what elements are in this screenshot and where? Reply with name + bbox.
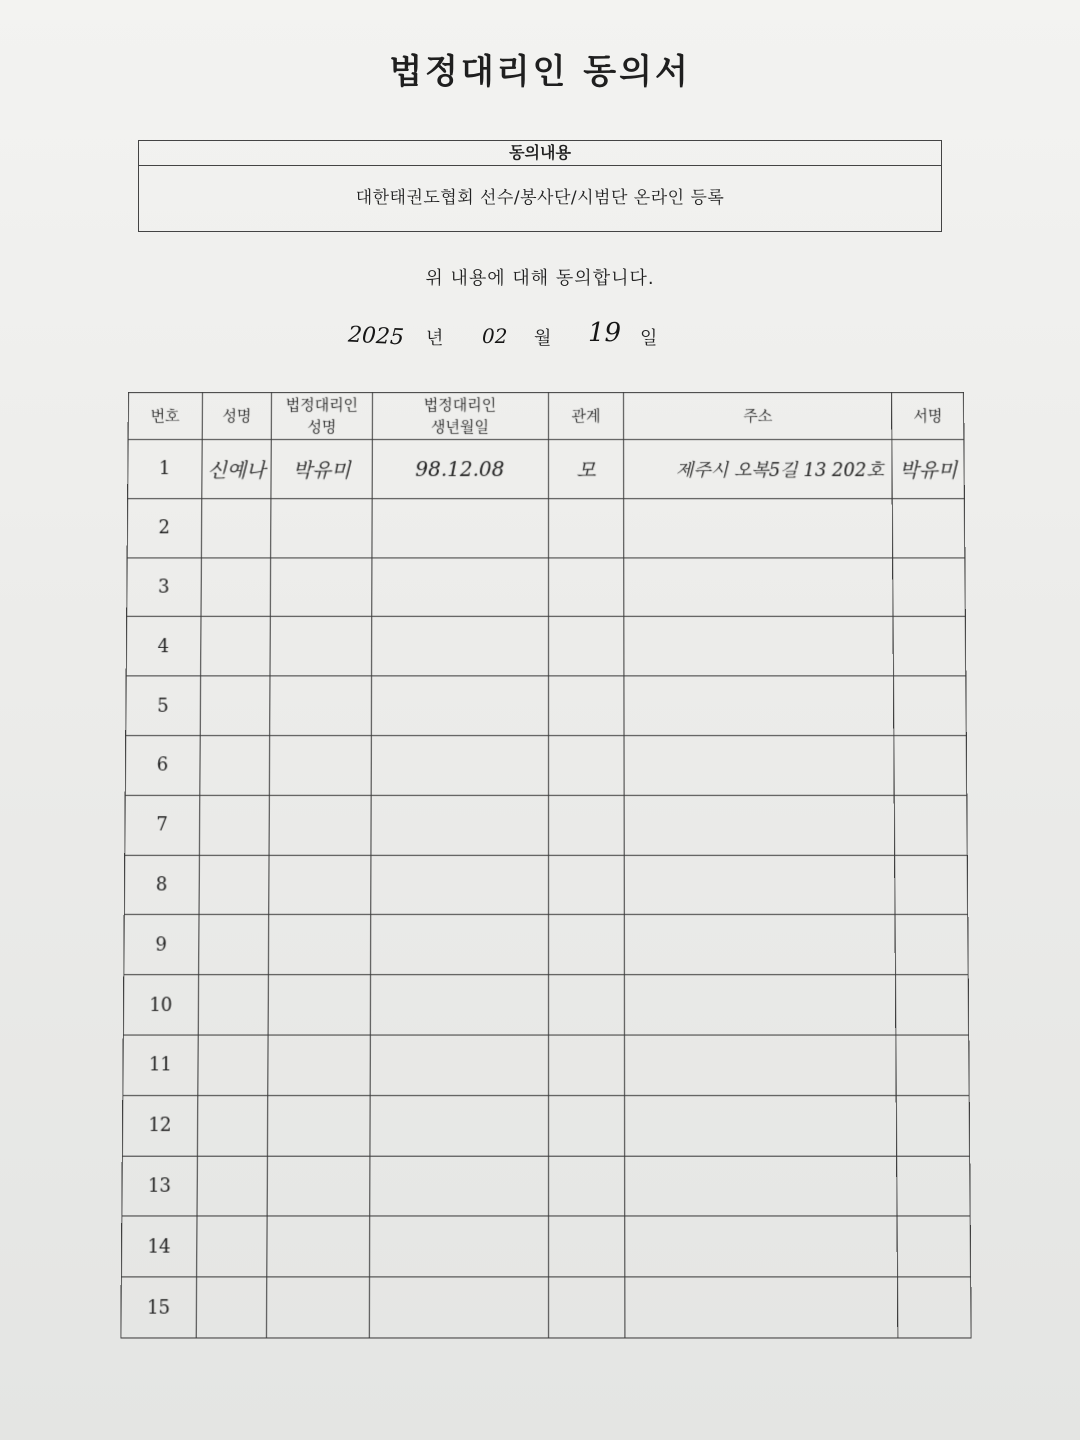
row-number: 15 bbox=[121, 1277, 196, 1338]
row-guardian-name bbox=[267, 1156, 369, 1217]
row-guardian-name bbox=[269, 855, 371, 915]
row-guardian-birth bbox=[369, 1095, 548, 1155]
row-number: 13 bbox=[122, 1156, 197, 1217]
row-guardian-birth bbox=[371, 558, 548, 617]
consent-table bbox=[120, 392, 971, 1339]
row-address bbox=[624, 676, 894, 735]
row-guardian-birth bbox=[370, 915, 548, 975]
row-name bbox=[201, 498, 271, 557]
row-relation bbox=[548, 676, 624, 735]
table-row bbox=[127, 498, 965, 557]
row-number: 9 bbox=[124, 915, 199, 975]
row-name bbox=[199, 795, 270, 855]
date-month: 02 bbox=[482, 324, 508, 348]
row-number: 7 bbox=[125, 795, 200, 855]
row-guardian-name: 박유미 bbox=[271, 440, 372, 499]
row-number: 14 bbox=[121, 1216, 196, 1277]
row-guardian-name bbox=[270, 736, 371, 796]
row-address bbox=[625, 1277, 898, 1338]
header-no: 번호 bbox=[128, 392, 202, 439]
row-guardian-name bbox=[267, 1216, 369, 1277]
row-guardian-birth bbox=[369, 1156, 548, 1217]
table-row bbox=[126, 676, 967, 735]
row-guardian-name bbox=[269, 795, 370, 855]
row-guardian-name bbox=[269, 915, 371, 975]
row-address bbox=[625, 1035, 897, 1095]
row-guardian-birth bbox=[370, 795, 548, 855]
row-guardian-birth bbox=[370, 1035, 548, 1095]
row-signature bbox=[897, 1216, 970, 1277]
row-relation bbox=[548, 617, 624, 676]
row-signature bbox=[893, 617, 965, 676]
row-guardian-birth bbox=[370, 975, 548, 1035]
row-guardian-birth bbox=[369, 1216, 548, 1277]
row-name bbox=[200, 676, 270, 735]
table-row bbox=[121, 1216, 970, 1277]
row-relation bbox=[548, 915, 625, 975]
row-name bbox=[197, 1156, 268, 1217]
row-name bbox=[197, 1035, 268, 1095]
row-address bbox=[625, 915, 896, 975]
table-row bbox=[121, 1277, 971, 1338]
row-number: 10 bbox=[123, 975, 198, 1035]
date-month-label: 월 bbox=[534, 328, 552, 349]
row-address bbox=[625, 1156, 897, 1217]
header-name: 성명 bbox=[202, 392, 272, 439]
row-address bbox=[624, 617, 894, 676]
header-signature: 서명 bbox=[892, 392, 964, 439]
row-number: 6 bbox=[125, 736, 200, 796]
row-signature bbox=[896, 1035, 969, 1095]
header-guardian-name bbox=[271, 392, 372, 439]
date-year-label: 년 bbox=[426, 328, 444, 349]
row-signature bbox=[894, 676, 967, 735]
row-signature bbox=[893, 558, 965, 617]
document-title: 법정대리인 동의서 bbox=[389, 52, 691, 92]
row-name bbox=[199, 736, 269, 796]
table-row bbox=[123, 975, 968, 1035]
row-guardian-name bbox=[271, 558, 372, 617]
row-guardian-birth bbox=[371, 498, 548, 557]
row-signature bbox=[895, 795, 968, 855]
row-guardian-birth bbox=[371, 736, 548, 796]
row-guardian-birth bbox=[371, 676, 548, 735]
header-guardian-birth bbox=[372, 392, 548, 439]
row-signature bbox=[896, 975, 969, 1035]
row-relation bbox=[548, 498, 624, 557]
row-name bbox=[198, 915, 269, 975]
date-day: 19 bbox=[588, 318, 622, 348]
date-day-label: 일 bbox=[640, 328, 658, 349]
table-row bbox=[123, 1035, 969, 1095]
table-row bbox=[122, 1095, 969, 1155]
row-name bbox=[199, 855, 270, 915]
consent-text: 대한태권도협회 선수/봉사단/시범단 온라인 등록 bbox=[355, 188, 725, 208]
table-row bbox=[124, 915, 968, 975]
row-address bbox=[625, 1095, 897, 1155]
table-row bbox=[126, 617, 966, 676]
row-relation: 모 bbox=[548, 440, 624, 499]
row-guardian-name bbox=[268, 1035, 370, 1095]
row-guardian-name bbox=[267, 1277, 369, 1338]
row-name bbox=[198, 975, 269, 1035]
table-row bbox=[127, 558, 966, 617]
row-signature bbox=[895, 855, 968, 915]
row-signature bbox=[894, 736, 967, 796]
row-address bbox=[624, 498, 893, 557]
row-relation bbox=[548, 795, 624, 855]
row-name bbox=[200, 617, 270, 676]
table-row bbox=[128, 440, 965, 499]
date-year: 2025 bbox=[347, 322, 405, 351]
row-address bbox=[625, 1216, 898, 1277]
table-header-row bbox=[128, 392, 964, 439]
row-number: 8 bbox=[124, 855, 199, 915]
row-signature bbox=[895, 915, 968, 975]
consent-box bbox=[138, 140, 942, 232]
row-signature: 박유미 bbox=[892, 440, 964, 499]
row-relation bbox=[548, 1277, 625, 1338]
row-guardian-birth: 98.12.08 bbox=[372, 440, 548, 499]
header-relation: 관계 bbox=[548, 392, 624, 439]
row-guardian-name bbox=[268, 1095, 370, 1155]
header-guardian-name-line2: 성명 bbox=[307, 417, 337, 437]
row-number: 5 bbox=[126, 676, 201, 735]
row-guardian-name bbox=[270, 676, 371, 735]
row-name bbox=[196, 1277, 267, 1338]
row-guardian-name bbox=[268, 975, 370, 1035]
row-relation bbox=[548, 855, 624, 915]
row-address bbox=[624, 736, 894, 796]
row-relation bbox=[548, 975, 625, 1035]
row-number: 2 bbox=[127, 498, 201, 557]
row-address: 제주시 오복5길 13 202호 bbox=[624, 440, 893, 499]
consent-header: 동의내용 bbox=[139, 141, 941, 166]
row-address bbox=[625, 975, 897, 1035]
row-number: 11 bbox=[123, 1035, 198, 1095]
row-name bbox=[197, 1095, 268, 1155]
table-row bbox=[122, 1156, 970, 1217]
agree-statement: 위 내용에 대해 동의합니다. bbox=[425, 268, 655, 289]
row-relation bbox=[548, 1095, 625, 1155]
row-guardian-name bbox=[270, 617, 371, 676]
row-relation bbox=[548, 1035, 625, 1095]
row-relation bbox=[548, 1216, 625, 1277]
table-row bbox=[125, 736, 967, 796]
row-name: 신예나 bbox=[201, 440, 271, 499]
row-guardian-birth bbox=[370, 855, 548, 915]
row-signature bbox=[893, 498, 965, 557]
table-row bbox=[124, 855, 967, 915]
row-signature bbox=[897, 1156, 970, 1217]
row-guardian-name bbox=[271, 498, 372, 557]
row-number: 12 bbox=[122, 1095, 197, 1155]
row-number: 1 bbox=[128, 440, 202, 499]
row-address bbox=[624, 855, 895, 915]
row-number: 4 bbox=[126, 617, 200, 676]
date-line bbox=[340, 316, 740, 366]
header-guardian-birth-line1: 법정대리인 bbox=[423, 395, 497, 414]
row-name bbox=[196, 1216, 267, 1277]
row-guardian-birth bbox=[371, 617, 548, 676]
row-name bbox=[201, 558, 271, 617]
row-address bbox=[624, 795, 895, 855]
header-address: 주소 bbox=[624, 392, 892, 439]
row-signature bbox=[897, 1095, 970, 1155]
header-guardian-name-line1: 법정대리인 bbox=[285, 395, 359, 414]
row-number: 3 bbox=[127, 558, 201, 617]
row-relation bbox=[548, 1156, 625, 1217]
row-guardian-birth bbox=[369, 1277, 548, 1338]
table-row bbox=[125, 795, 967, 855]
header-guardian-birth-line2: 생년월일 bbox=[430, 417, 489, 437]
row-relation bbox=[548, 736, 624, 796]
row-signature bbox=[898, 1277, 971, 1338]
row-address bbox=[624, 558, 893, 617]
row-relation bbox=[548, 558, 624, 617]
